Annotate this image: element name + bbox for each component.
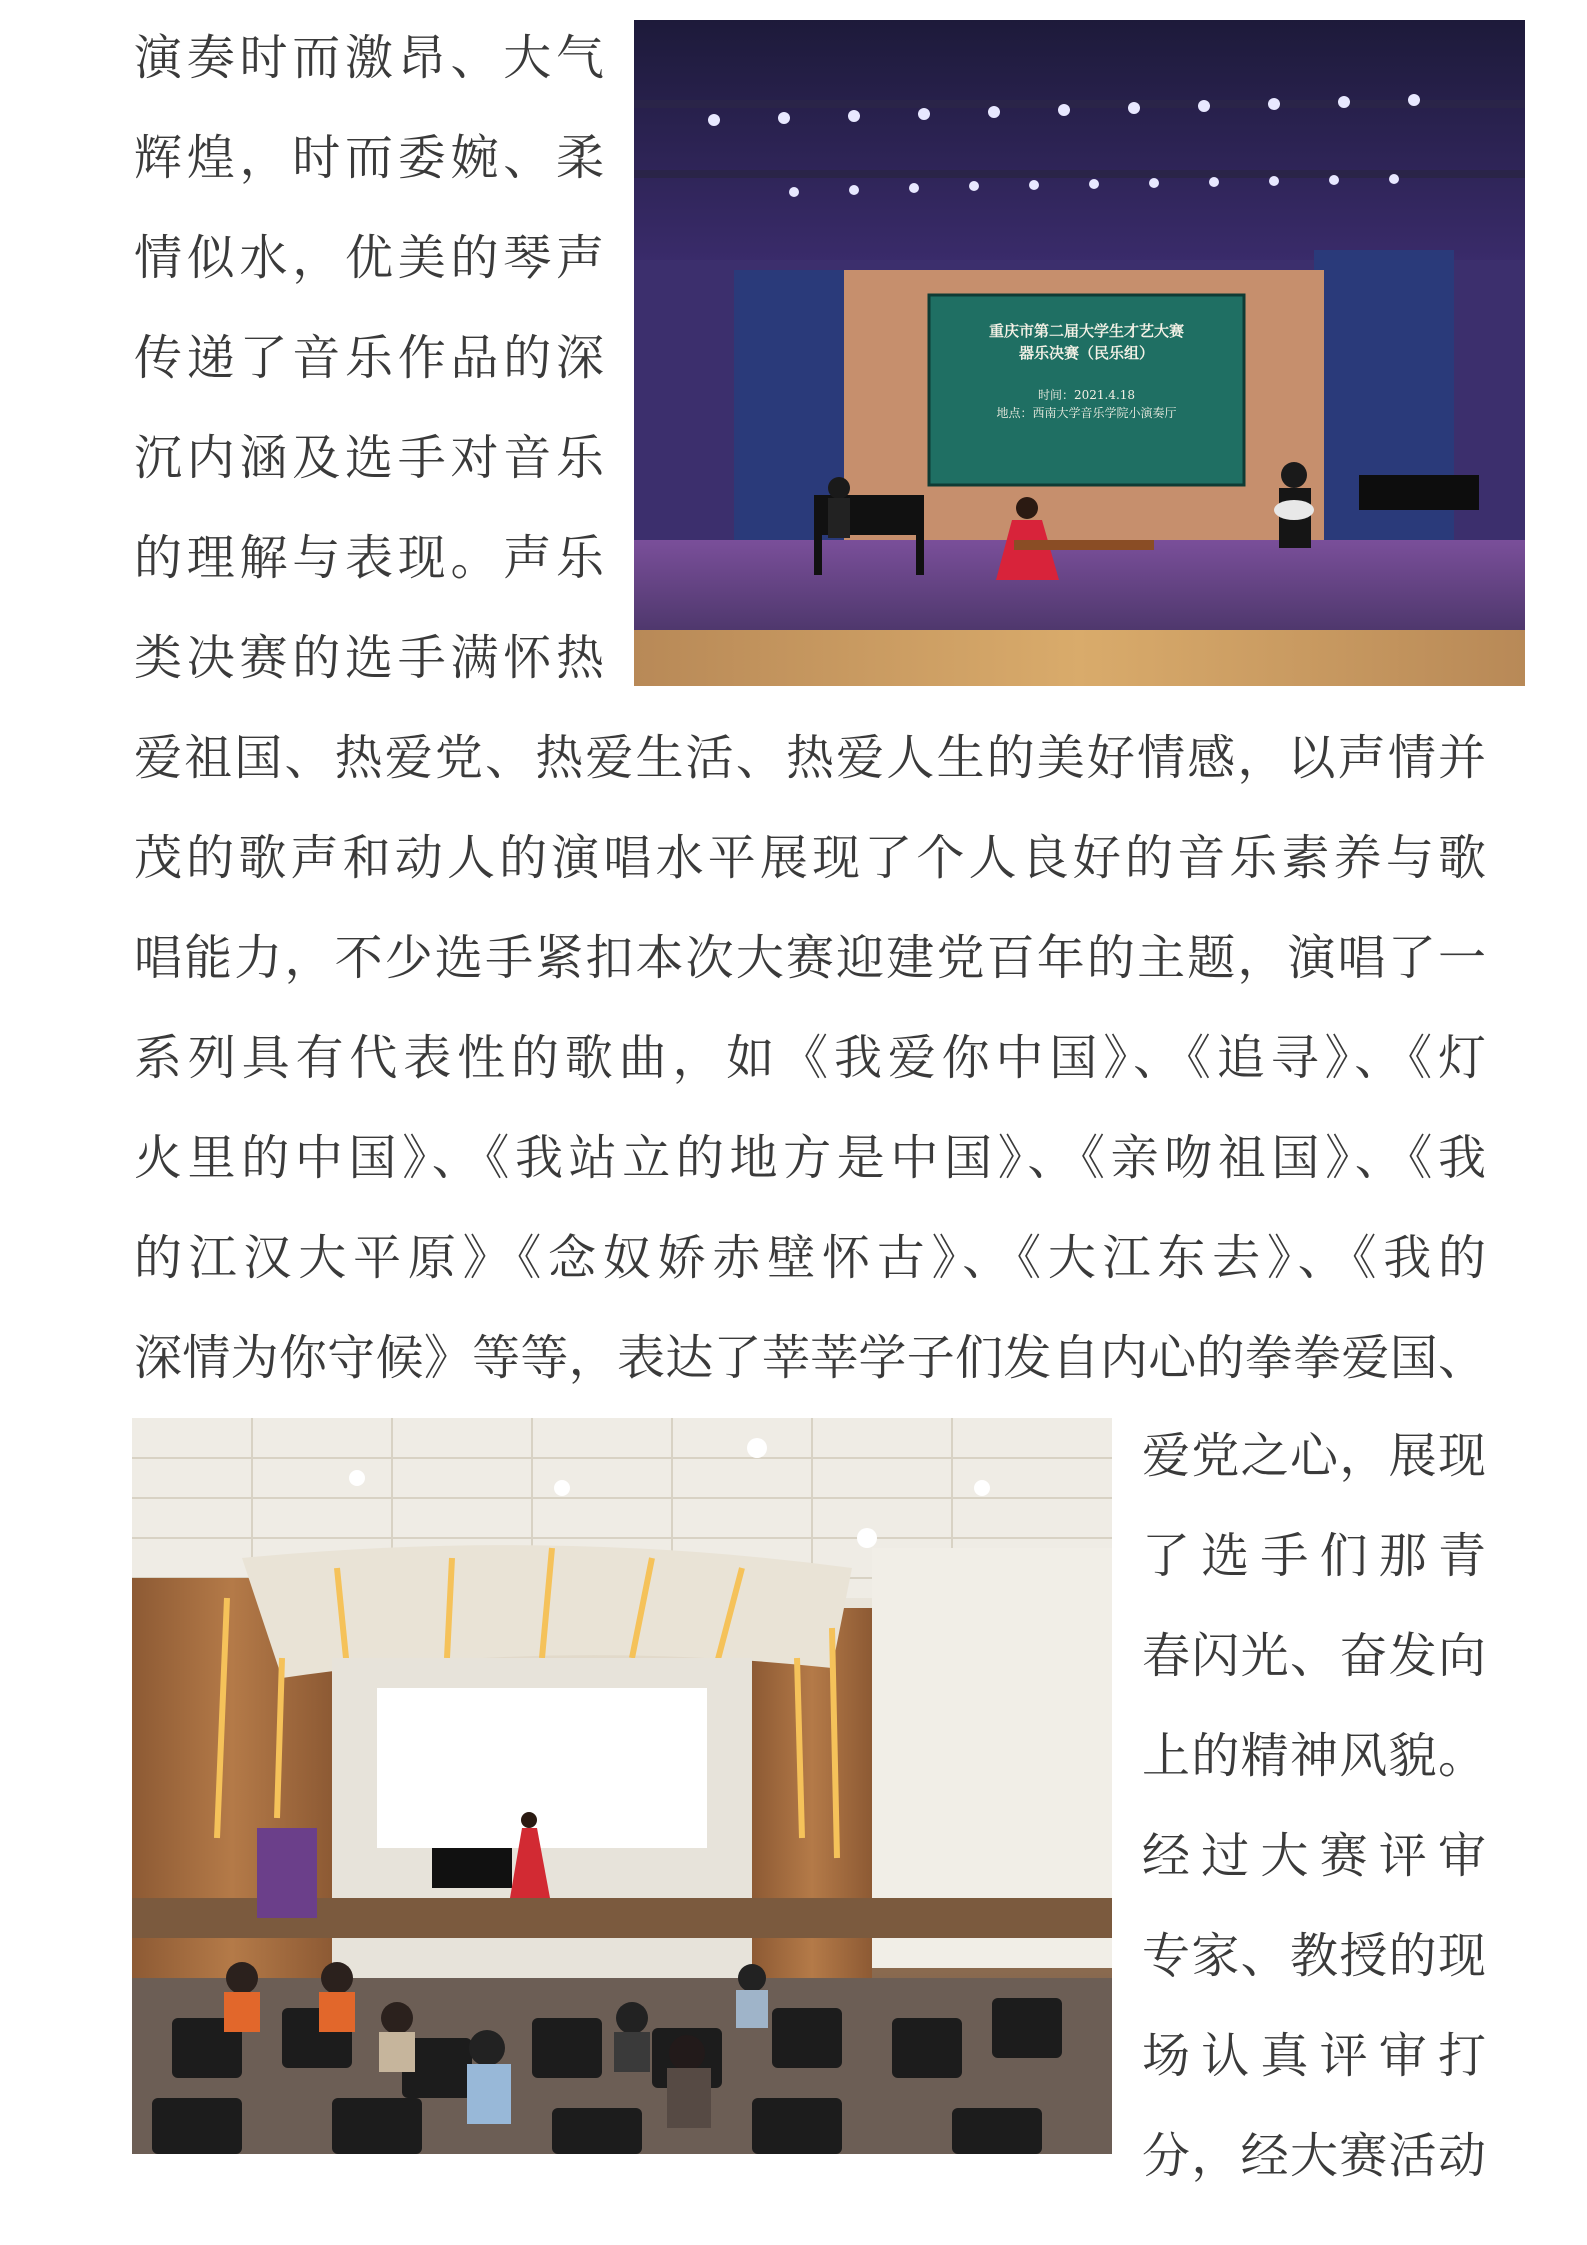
recital-hall-illustration xyxy=(132,1418,1112,2154)
paragraph-right-line: 场认真评审打 xyxy=(1142,2028,1486,2084)
paragraph-top-line: 沉内涵及选手对音乐 xyxy=(134,430,604,486)
paragraph-right-line: 专家、教授的现 xyxy=(1142,1928,1486,1984)
paragraph-top-line: 的理解与表现。声乐 xyxy=(134,530,604,586)
paragraph-top-line: 演奏时而激昂、大气 xyxy=(134,30,604,86)
paragraph-right-line: 爱党之心，展现 xyxy=(1142,1428,1486,1484)
screen-place: 地点：西南大学音乐学院小演奏厅 xyxy=(996,406,1177,420)
paragraph-top-line: 辉煌，时而委婉、柔 xyxy=(134,130,604,186)
paragraph-body-line: 火里的中国》、《我站立的地方是中国》、《亲吻祖国》、《我 xyxy=(134,1130,1486,1186)
screen-title-line2: 器乐决赛（民乐组） xyxy=(1018,344,1154,362)
paragraph-body-line: 爱祖国、热爱党、热爱生活、热爱人生的美好情感，以声情并 xyxy=(134,730,1486,786)
paragraph-right-line: 春闪光、奋发向 xyxy=(1142,1628,1486,1684)
paragraph-right-line: 经过大赛评审 xyxy=(1142,1828,1486,1884)
stage-photo-instrumental xyxy=(634,20,1525,686)
paragraph-top-line: 类决赛的选手满怀热 xyxy=(134,630,604,686)
paragraph-body-line: 唱能力，不少选手紧扣本次大赛迎建党百年的主题，演唱了一 xyxy=(134,930,1486,986)
screen-title-line1: 重庆市第二届大学生才艺大赛 xyxy=(988,322,1184,340)
projection-screen-text xyxy=(934,320,1239,422)
paragraph-top-line: 情似水，优美的琴声 xyxy=(134,230,604,286)
paragraph-body-line: 系列具有代表性的歌曲，如《我爱你中国》、《追寻》、《灯 xyxy=(134,1030,1486,1086)
paragraph-body-line: 茂的歌声和动人的演唱水平展现了个人良好的音乐素养与歌 xyxy=(134,830,1486,886)
paragraph-right-line: 上的精神风貌。 xyxy=(1142,1728,1486,1784)
paragraph-body-line: 的江汉大平原》《念奴娇赤壁怀古》、《大江东去》、《我的 xyxy=(134,1230,1486,1286)
paragraph-body-line: 深情为你守候》等等，表达了莘莘学子们发自内心的拳拳爱国、 xyxy=(134,1330,1486,1386)
paragraph-top-line: 传递了音乐作品的深 xyxy=(134,330,604,386)
recital-hall-photo-vocal xyxy=(132,1418,1112,2154)
paragraph-right-line: 了选手们那青 xyxy=(1142,1528,1486,1584)
screen-time: 时间：2021.4.18 xyxy=(1037,388,1136,402)
paragraph-right-line: 分，经大赛活动 xyxy=(1142,2128,1486,2184)
